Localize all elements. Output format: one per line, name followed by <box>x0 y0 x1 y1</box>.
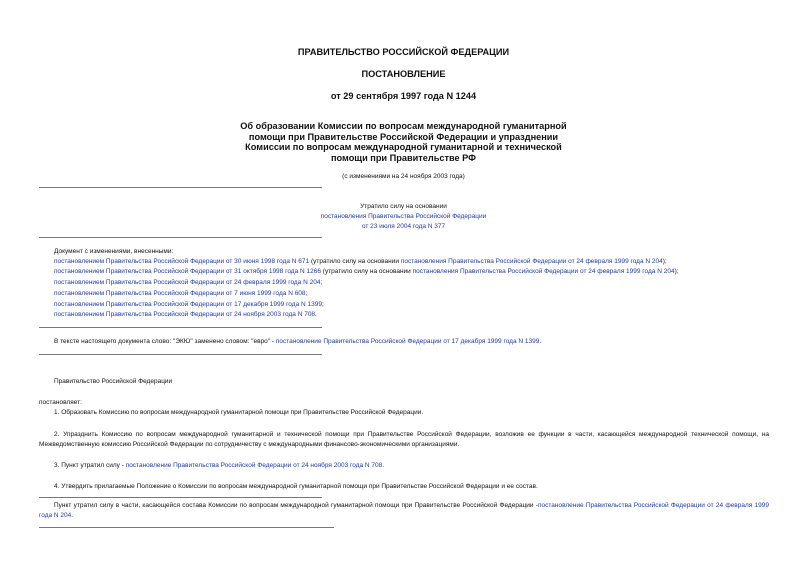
amendment-link[interactable]: постановлением Правительства Российской Федерации от 24 ноября 2003 года N 708 <box>54 311 316 318</box>
amendment-tail: ; <box>320 279 323 286</box>
paragraph-4: 4. Утвердить прилагаемые Положение о Комиссии по вопросам международной гуманитарной помощи при Правительстве Российской Федерации и ее состав. <box>54 483 538 490</box>
replacement-link[interactable]: постановление Правительства Российской Федерации от 17 декабря 1999 года N 1399 <box>275 338 540 345</box>
paragraph-5-tail: . <box>71 512 74 520</box>
replacement-tail: . <box>539 338 542 345</box>
paragraph-5-text: Пункт утратил силу в части, касающейся состава Комиссии по вопросам международной гуманитарной помощи при Правительстве Российской Федерации - <box>54 502 538 509</box>
changes-note: (с изменениями на 24 ноября 2003 года) <box>342 173 465 180</box>
amendment-item <box>54 310 317 320</box>
amendment-tail: ; <box>321 301 324 308</box>
divider <box>39 497 322 498</box>
amendment-item <box>54 300 324 310</box>
paragraph-3-tail: . <box>382 462 385 469</box>
paragraph-2: 2. Упразднить Комиссию по вопросам международной гуманитарной и технической помощи при Правительстве Российской Федерации, возложив ее функции в части, касающейся международной технической помощи, на Межведомственную комиссию Российской Федерации по сотрудничеству с международными финансово-экономическими организациями. <box>39 431 769 449</box>
amendment-tail: ); <box>662 258 667 265</box>
amendment-tail: ; <box>305 290 308 297</box>
title-line: Об образовании Комиссии по вопросам международной гуманитарной <box>240 121 567 131</box>
title-line: помощи при Правительстве Российской Федерации и упразднении <box>248 131 559 142</box>
divider <box>39 237 322 238</box>
amendment-note: (утратило силу на основании <box>320 268 413 275</box>
paragraph-5 <box>39 501 769 521</box>
paragraph-1: 1. Образовать Комиссию по вопросам международной гуманитарной помощи при Правительстве Российской Федерации. <box>54 409 424 416</box>
paragraph-3-text: 3. Пункт утратил силу - <box>54 462 126 469</box>
replacement-note <box>54 337 541 347</box>
amendment-note: (утратило силу на основании <box>309 258 401 265</box>
amendment-item <box>54 267 679 277</box>
title-line: Комиссии по вопросам международной гуманитарной и технической <box>245 142 562 153</box>
amendment-item <box>54 289 307 299</box>
divider <box>39 527 334 528</box>
amendment-link[interactable]: постановлением Правительства Российской Федерации от 7 июня 1999 года N 608 <box>54 290 306 297</box>
amendment-link[interactable]: постановлением Правительства Российской Федерации от 30 июня 1998 года N 671 <box>54 258 310 265</box>
paragraph-3 <box>54 461 384 471</box>
amendment-link[interactable]: постановления Правительства Российской Федерации от 24 февраля 1999 года N 204 <box>400 258 663 265</box>
divider <box>39 327 322 328</box>
issuer: Правительство Российской Федерации <box>54 378 173 385</box>
amendment-item <box>54 278 322 288</box>
amendment-item <box>54 257 667 267</box>
amendment-link[interactable]: постановлением Правительства Российской Федерации от 31 октября 1998 года N 1266 <box>54 268 321 275</box>
amendment-tail: . <box>315 311 317 318</box>
void-link[interactable]: постановления Правительства Российской Федерации <box>320 213 487 220</box>
void-link-date[interactable]: от 23 июля 2004 года N 377 <box>361 223 446 230</box>
government-heading: ПРАВИТЕЛЬСТВО РОССИЙСКОЙ ФЕДЕРАЦИИ <box>297 47 510 57</box>
replacement-text: В тексте настоящего документа слово: "ЭКЮ" заменено словом: "евро" - <box>54 338 276 345</box>
document-title <box>0 121 807 163</box>
amendment-link[interactable]: постановления Правительства Российской Федерации от 24 февраля 1999 года N 204 <box>412 268 675 275</box>
title-line: помощи при Правительстве РФ <box>330 152 476 163</box>
amendment-link[interactable]: постановлением Правительства Российской Федерации от 17 декабря 1999 года N 1399 <box>54 301 322 308</box>
amendment-link[interactable]: постановлением Правительства Российской Федерации от 24 февраля 1999 года N 204 <box>54 279 321 286</box>
paragraph-3-link[interactable]: постановление Правительства Российской Федерации от 24 ноября 2003 года N 708 <box>125 462 383 469</box>
void-text: Утратило силу на основании <box>360 203 447 210</box>
doc-type-heading: ПОСТАНОВЛЕНИЕ <box>361 69 446 79</box>
amendments-heading: Документ с изменениями, внесенными: <box>54 248 174 255</box>
decrees: постановляет: <box>39 399 82 406</box>
date-number-heading: от 29 сентября 1997 года N 1244 <box>330 91 477 101</box>
divider <box>39 354 322 355</box>
amendment-tail: ); <box>674 268 679 275</box>
paragraph-5-link[interactable]: постановление Правительства Российской Федерации от 24 февраля 1999 года N 204 <box>39 502 769 520</box>
divider <box>39 187 322 188</box>
